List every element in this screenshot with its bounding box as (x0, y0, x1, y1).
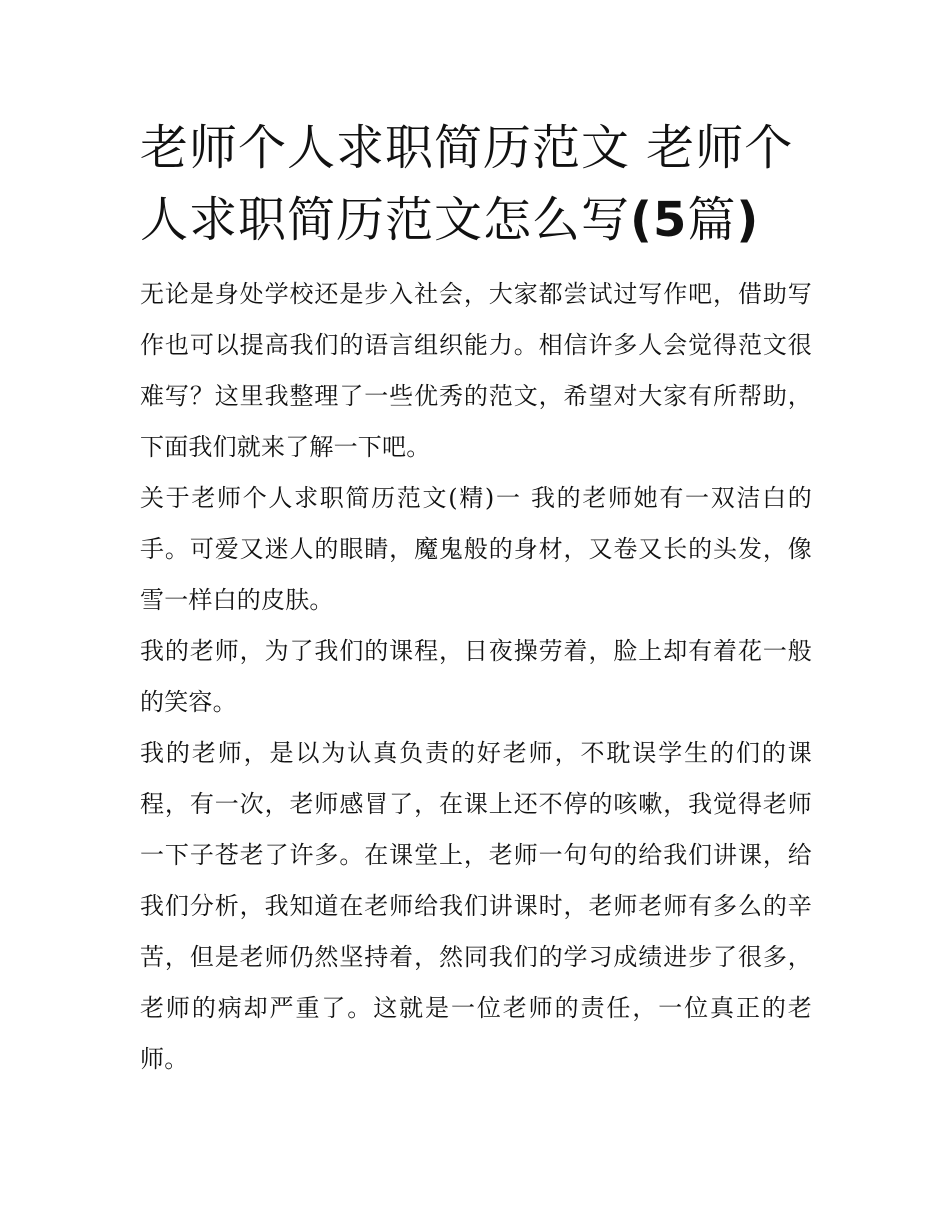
title-latin-run: (5 (630, 192, 688, 248)
paragraph-teacher-effort: 我的老师，为了我们的课程，日夜操劳着，脸上却有着花一般的笑容。 (140, 637, 812, 716)
paragraph-section-one: 关于老师个人求职简历范文(精)一 我的老师她有一双洁白的手。可爱又迷人的眼睛，魔鬼般的身材，又卷又长的头发，像雪一样白的皮肤。 (140, 484, 812, 614)
title-latin-run: ) (736, 192, 760, 248)
paragraph-intro: 无论是身处学校还是步入社会，大家都尝试过写作吧，借助写作也可以提高我们的语言组织能力。相信许多人会觉得范文很难写？这里我整理了一些优秀的范文，希望对大家有所帮助，下面我们就来了解一下吧。 (140, 280, 812, 461)
document-body (140, 269, 812, 1085)
document-content (140, 112, 812, 1085)
paragraph-teacher-responsibility: 我的老师，是以为认真负责的好老师，不耽误学生的们的课程，有一次，老师感冒了，在课上还不停的咳嗽，我觉得老师一下子苍老了许多。在课堂上，老师一句句的给我们讲课，给我们分析，我知道在老师给我们讲课时，老师老师有多么的辛苦，但是老师仍然坚持着，然同我们的学习成绩进步了很多，老师的病却严重了。这就是一位老师的责任，一位真正的老师。 (140, 739, 812, 1073)
document-title: 老师个人求职简历范文 老师个人求职简历范文怎么写(5篇) (140, 120, 794, 248)
